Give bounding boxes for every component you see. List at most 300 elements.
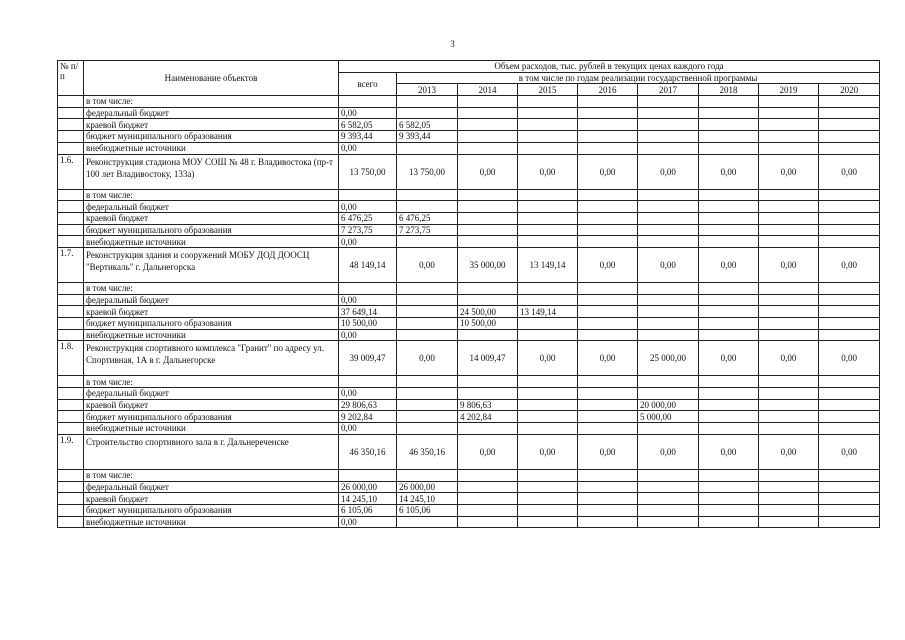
total-cell: 0,00 [339,201,397,213]
row-number [58,469,84,481]
year-cell [638,329,699,341]
year-cell [759,481,819,493]
year-cell [759,411,819,423]
year-cell [638,96,699,108]
year-cell [699,131,759,143]
header-year: 2020 [819,84,880,96]
year-cell [699,388,759,400]
row-number [58,306,84,318]
year-cell: 0,00 [458,154,518,189]
row-number [58,224,84,236]
year-cell [759,142,819,154]
year-cell [578,516,638,528]
year-cell [458,481,518,493]
year-cell [759,131,819,143]
year-cell: 6 582,05 [397,119,458,131]
year-cell [458,423,518,435]
year-cell [578,318,638,330]
funding-source: бюджет муниципального образования [84,411,339,423]
header-year: 2018 [699,84,759,96]
year-cell [458,107,518,119]
table-row [58,493,880,505]
row-number [58,282,84,294]
funding-source: федеральный бюджет [84,388,339,400]
year-cell [819,236,880,248]
total-cell: 6 582,05 [339,119,397,131]
year-cell [458,282,518,294]
year-cell [518,516,578,528]
year-cell [638,119,699,131]
total-cell [339,189,397,201]
row-number [58,411,84,423]
row-number [58,493,84,505]
total-cell: 6 105,06 [339,504,397,516]
table-row [58,294,880,306]
year-cell [397,294,458,306]
year-cell [458,201,518,213]
total-cell: 0,00 [339,142,397,154]
year-cell [759,107,819,119]
year-cell [638,201,699,213]
year-cell [458,131,518,143]
funding-source: федеральный бюджет [84,107,339,119]
total-cell: 0,00 [339,516,397,528]
total-cell: 6 476,25 [339,212,397,224]
year-cell [819,376,880,388]
table-row [58,469,880,481]
year-cell: 9 393,44 [397,131,458,143]
year-cell [458,329,518,341]
total-cell: 9 393,44 [339,131,397,143]
year-cell [819,516,880,528]
year-cell [578,376,638,388]
year-cell [578,107,638,119]
funding-source: краевой бюджет [84,119,339,131]
table-row [58,329,880,341]
year-cell [518,142,578,154]
year-cell [699,423,759,435]
year-cell: 0,00 [699,247,759,282]
year-cell [578,423,638,435]
year-cell [638,481,699,493]
year-cell [819,504,880,516]
year-cell: 0,00 [638,154,699,189]
total-cell: 10 500,00 [339,318,397,330]
year-cell: 0,00 [699,341,759,376]
year-cell [397,329,458,341]
row-number [58,96,84,108]
object-row [58,434,880,469]
year-cell [638,493,699,505]
table-row [58,107,880,119]
object-name: Реконструкция здания и сооружений МОБУ ДОД ДООСЦ "Вертикаль" г. Дальнегорска [84,247,339,282]
year-cell [819,142,880,154]
year-cell [458,504,518,516]
year-cell [819,96,880,108]
year-cell [759,282,819,294]
object-name: Реконструкция спортивного комплекса "Гранит" по адресу ул. Спортивная, 1А в г. Дальнегорске [84,341,339,376]
year-cell: 0,00 [819,341,880,376]
year-cell: 5 000,00 [638,411,699,423]
row-number: 1.9. [58,434,84,469]
year-cell [518,96,578,108]
row-number [58,142,84,154]
row-number [58,516,84,528]
total-cell: 0,00 [339,107,397,119]
row-number [58,329,84,341]
object-name: Строительство спортивного зала в г. Дальнереченске [84,434,339,469]
year-cell: 0,00 [699,434,759,469]
year-cell [759,212,819,224]
year-cell: 13 750,00 [397,154,458,189]
row-number: 1.8. [58,341,84,376]
year-cell [518,224,578,236]
total-cell: 29 806,63 [339,399,397,411]
year-cell [699,282,759,294]
year-cell: 0,00 [578,434,638,469]
year-cell [638,504,699,516]
year-cell [458,493,518,505]
year-cell [759,329,819,341]
year-cell [458,96,518,108]
header-year: 2013 [397,84,458,96]
year-cell [578,224,638,236]
year-cell [819,388,880,400]
year-cell [578,493,638,505]
year-cell [699,411,759,423]
table-row [58,282,880,294]
year-cell: 13 149,14 [518,247,578,282]
year-cell [397,142,458,154]
total-cell: 37 649,14 [339,306,397,318]
year-cell: 0,00 [759,154,819,189]
year-cell [638,282,699,294]
year-cell: 7 273,75 [397,224,458,236]
year-cell [699,212,759,224]
header-year: 2016 [578,84,638,96]
funding-source: краевой бюджет [84,306,339,318]
funding-source: краевой бюджет [84,493,339,505]
funding-source: внебюджетные источники [84,236,339,248]
year-cell [397,423,458,435]
year-cell [518,212,578,224]
funding-source: внебюджетные источники [84,516,339,528]
year-cell [518,469,578,481]
year-cell [518,493,578,505]
year-cell [638,224,699,236]
year-cell [759,504,819,516]
year-cell [578,411,638,423]
year-cell [458,236,518,248]
year-cell [578,96,638,108]
year-cell [397,96,458,108]
row-number [58,107,84,119]
total-cell: 26 000,00 [339,481,397,493]
table-row [58,201,880,213]
row-number [58,399,84,411]
year-cell [819,469,880,481]
year-cell: 0,00 [578,341,638,376]
year-cell: 0,00 [578,154,638,189]
table-row [58,516,880,528]
year-cell: 25 000,00 [638,341,699,376]
year-cell [578,294,638,306]
total-cell [339,282,397,294]
table-row [58,96,880,108]
year-cell [518,481,578,493]
table-row [58,504,880,516]
year-cell: 26 000,00 [397,481,458,493]
year-cell [397,189,458,201]
funding-source: в том числе: [84,376,339,388]
year-cell [819,119,880,131]
total-cell: 0,00 [339,423,397,435]
row-number [58,504,84,516]
year-cell [819,411,880,423]
year-cell [699,481,759,493]
table-row [58,131,880,143]
year-cell [819,201,880,213]
table-row [58,411,880,423]
funding-source: в том числе: [84,282,339,294]
year-cell [759,119,819,131]
funding-source: федеральный бюджет [84,481,339,493]
year-cell [759,399,819,411]
year-cell [699,318,759,330]
row-number [58,481,84,493]
funding-source: в том числе: [84,189,339,201]
year-cell [518,423,578,435]
year-cell [819,282,880,294]
year-cell: 0,00 [518,341,578,376]
year-cell [397,318,458,330]
year-cell: 0,00 [458,434,518,469]
header-total: всего [339,72,397,95]
header-no: № п/п [58,61,84,96]
year-cell [699,504,759,516]
object-row [58,341,880,376]
year-cell: 0,00 [397,247,458,282]
year-cell [699,189,759,201]
year-cell [819,318,880,330]
table-row [58,399,880,411]
year-cell [759,493,819,505]
year-cell: 14 009,47 [458,341,518,376]
header-year: 2017 [638,84,699,96]
year-cell [638,388,699,400]
year-cell [458,119,518,131]
year-cell [699,294,759,306]
year-cell [699,516,759,528]
row-number [58,212,84,224]
year-cell [819,224,880,236]
year-cell [819,131,880,143]
year-cell: 0,00 [578,247,638,282]
year-cell: 46 350,16 [397,434,458,469]
year-cell [578,212,638,224]
year-cell [699,224,759,236]
year-cell [518,107,578,119]
year-cell [759,423,819,435]
year-cell [518,131,578,143]
year-cell [397,388,458,400]
year-cell [518,376,578,388]
year-cell [638,469,699,481]
year-cell: 0,00 [518,154,578,189]
year-cell [759,236,819,248]
total-cell: 9 202,84 [339,411,397,423]
year-cell: 6 476,25 [397,212,458,224]
year-cell [458,294,518,306]
year-cell [699,236,759,248]
year-cell [819,329,880,341]
total-cell [339,96,397,108]
year-cell [699,201,759,213]
year-cell [819,306,880,318]
funding-source: бюджет муниципального образования [84,131,339,143]
header-years-group: в том числе по годам реализации государственной программы [397,72,880,84]
object-row [58,247,880,282]
year-cell: 0,00 [759,247,819,282]
year-cell [699,493,759,505]
year-cell [819,294,880,306]
year-cell [578,131,638,143]
year-cell [759,376,819,388]
year-cell [397,282,458,294]
year-cell [578,142,638,154]
total-cell: 0,00 [339,329,397,341]
year-cell [518,282,578,294]
row-number [58,201,84,213]
total-cell: 0,00 [339,236,397,248]
funding-source: федеральный бюджет [84,201,339,213]
year-cell [397,306,458,318]
year-cell [578,329,638,341]
year-cell [819,399,880,411]
total-cell [339,376,397,388]
year-cell [819,107,880,119]
year-cell [759,96,819,108]
year-cell [759,294,819,306]
year-cell [699,107,759,119]
header-name: Наименование объектов [84,61,339,96]
row-number: 1.7. [58,247,84,282]
table-row [58,224,880,236]
year-cell [458,469,518,481]
year-cell: 0,00 [638,247,699,282]
year-cell [397,399,458,411]
row-number [58,236,84,248]
total-cell: 39 009,47 [339,341,397,376]
year-cell [518,189,578,201]
year-cell: 0,00 [638,434,699,469]
table-row [58,236,880,248]
year-cell [699,96,759,108]
year-cell [638,142,699,154]
year-cell [638,107,699,119]
year-cell: 0,00 [819,434,880,469]
funding-source: бюджет муниципального образования [84,504,339,516]
row-number [58,131,84,143]
table-row [58,142,880,154]
year-cell [518,388,578,400]
year-cell [578,399,638,411]
year-cell [397,376,458,388]
total-cell: 7 273,75 [339,224,397,236]
year-cell [699,376,759,388]
year-cell [578,481,638,493]
total-cell: 13 750,00 [339,154,397,189]
year-cell [458,212,518,224]
year-cell [458,376,518,388]
funding-source: федеральный бюджет [84,294,339,306]
year-cell [578,236,638,248]
year-cell [458,142,518,154]
year-cell [518,294,578,306]
year-cell [638,212,699,224]
header-year: 2015 [518,84,578,96]
year-cell [397,516,458,528]
year-cell: 0,00 [397,341,458,376]
year-cell: 0,00 [819,247,880,282]
total-cell: 48 149,14 [339,247,397,282]
row-number [58,119,84,131]
funding-source: внебюджетные источники [84,423,339,435]
year-cell [518,399,578,411]
table-row [58,481,880,493]
year-cell [759,388,819,400]
total-cell: 0,00 [339,388,397,400]
year-cell [578,201,638,213]
year-cell [759,189,819,201]
year-cell [638,306,699,318]
year-cell [397,411,458,423]
total-cell [339,469,397,481]
funding-source: внебюджетные источники [84,329,339,341]
year-cell [458,388,518,400]
year-cell [518,329,578,341]
page-number: 3 [450,39,455,49]
row-number [58,189,84,201]
year-cell: 4 202,84 [458,411,518,423]
table-row [58,306,880,318]
year-cell: 6 105,06 [397,504,458,516]
row-number [58,388,84,400]
year-cell: 0,00 [518,434,578,469]
year-cell [458,224,518,236]
year-cell [578,306,638,318]
year-cell: 10 500,00 [458,318,518,330]
year-cell: 35 000,00 [458,247,518,282]
funding-source: краевой бюджет [84,212,339,224]
year-cell [638,294,699,306]
year-cell [638,318,699,330]
year-cell: 0,00 [819,154,880,189]
year-cell: 13 149,14 [518,306,578,318]
table-row [58,189,880,201]
year-cell [397,107,458,119]
total-cell: 14 245,10 [339,493,397,505]
funding-source: в том числе: [84,469,339,481]
year-cell [578,189,638,201]
year-cell [518,236,578,248]
budget-table [57,60,880,528]
year-cell [458,189,518,201]
year-cell [699,329,759,341]
total-cell: 46 350,16 [339,434,397,469]
row-number [58,318,84,330]
year-cell [578,469,638,481]
